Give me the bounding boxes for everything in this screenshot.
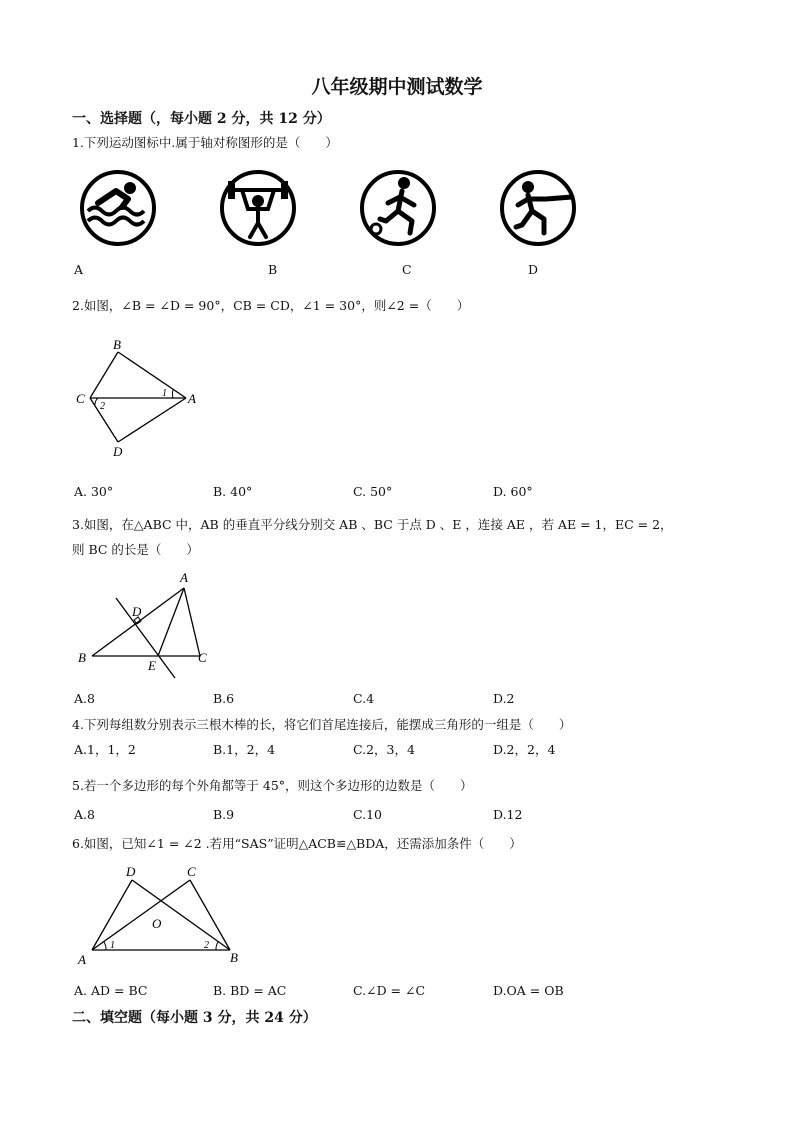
q3-label-e: E [148, 658, 156, 673]
q2-label-b: B [113, 337, 121, 352]
q5-option-c[interactable]: C.10 [353, 807, 382, 822]
q5-option-d[interactable]: D.12 [493, 807, 523, 822]
q4-option-d[interactable]: D.2，2，4 [493, 742, 556, 757]
question-3-stem: 3.如图，在△ABC 中，AB 的垂直平分线分别交 AB 、BC 于点 D 、E ，连接 AE ，若 AE = 1，EC = 2， [72, 517, 673, 532]
question-5-stem: 5.若一个多边形的每个外角都等于 45°，则这个多边形的边数是（ ） [72, 778, 473, 793]
soccer-icon [358, 163, 438, 253]
q6-option-a[interactable]: A. AD = BC [74, 983, 148, 998]
fencing-icon [498, 163, 578, 253]
q2-option-a[interactable]: A. 30° [74, 484, 114, 499]
q6-label-d: D [126, 864, 136, 879]
q2-label-d: D [113, 444, 123, 459]
page-title: 八年级期中测试数学 [311, 76, 483, 98]
question-4-stem: 4.下列每组数分别表示三根木棒的长，将它们首尾连接后，能摆成三角形的一组是（ ） [72, 717, 572, 732]
q2-angle-1-label: 1 [162, 388, 167, 399]
q3-option-b[interactable]: B.6 [213, 691, 235, 706]
q4-option-b[interactable]: B.1，2，4 [213, 742, 276, 757]
q3-option-d[interactable]: D.2 [493, 691, 515, 706]
q2-figure [70, 335, 210, 465]
q6-angle-2-label: 2 [204, 940, 209, 951]
question-3-stem-cont: 则 BC 的长是（ ） [72, 542, 199, 557]
q2-angle-2-label: 2 [100, 401, 105, 412]
q2-label-a: A [188, 391, 196, 406]
swimming-icon [78, 163, 158, 253]
q6-label-a: A [78, 952, 86, 967]
q1-option-b[interactable]: B [268, 262, 278, 277]
weightlifting-icon [218, 163, 298, 253]
q6-figure [70, 862, 250, 972]
q6-option-c[interactable]: C.∠D = ∠C [353, 983, 426, 998]
question-6-stem: 6.如图，已知∠1 = ∠2 .若用“SAS”证明△ACB≌△BDA，还需添加条件（ ） [72, 836, 522, 851]
q4-option-c[interactable]: C.2，3，4 [353, 742, 415, 757]
q2-label-c: C [76, 391, 85, 406]
q5-option-a[interactable]: A.8 [74, 807, 95, 822]
q4-option-a[interactable]: A.1，1，2 [74, 742, 136, 757]
q3-label-a: A [180, 570, 188, 585]
q2-option-c[interactable]: C. 50° [353, 484, 393, 499]
q6-label-o: O [152, 916, 162, 931]
q3-option-a[interactable]: A.8 [74, 691, 95, 706]
q6-option-b[interactable]: B. BD = AC [213, 983, 287, 998]
q3-label-c: C [198, 650, 207, 665]
q6-label-b: B [230, 950, 238, 965]
q6-label-c: C [187, 864, 196, 879]
q6-angle-1-label: 1 [110, 940, 115, 951]
q1-option-a[interactable]: A [74, 262, 84, 277]
q6-option-d[interactable]: D.OA = OB [493, 983, 564, 998]
question-1-stem: 1.下列运动图标中.属于轴对称图形的是（ ） [72, 135, 338, 150]
q3-label-b: B [78, 650, 86, 665]
q2-option-d[interactable]: D. 60° [493, 484, 533, 499]
q3-option-c[interactable]: C.4 [353, 691, 375, 706]
q2-option-b[interactable]: B. 40° [213, 484, 253, 499]
q3-figure [70, 568, 220, 683]
q1-option-d[interactable]: D [528, 262, 539, 277]
section-heading-fill-in: 二、填空题（每小题 3 分，共 24 分） [72, 1010, 317, 1026]
q3-label-d: D [132, 604, 142, 619]
q1-option-c[interactable]: C [402, 262, 412, 277]
q5-option-b[interactable]: B.9 [213, 807, 235, 822]
section-heading-choice: 一、选择题（，每小题 2 分，共 12 分） [72, 111, 331, 127]
question-2-stem: 2.如图，∠B = ∠D = 90°，CB = CD，∠1 = 30°，则∠2 =（ ） [72, 298, 470, 313]
